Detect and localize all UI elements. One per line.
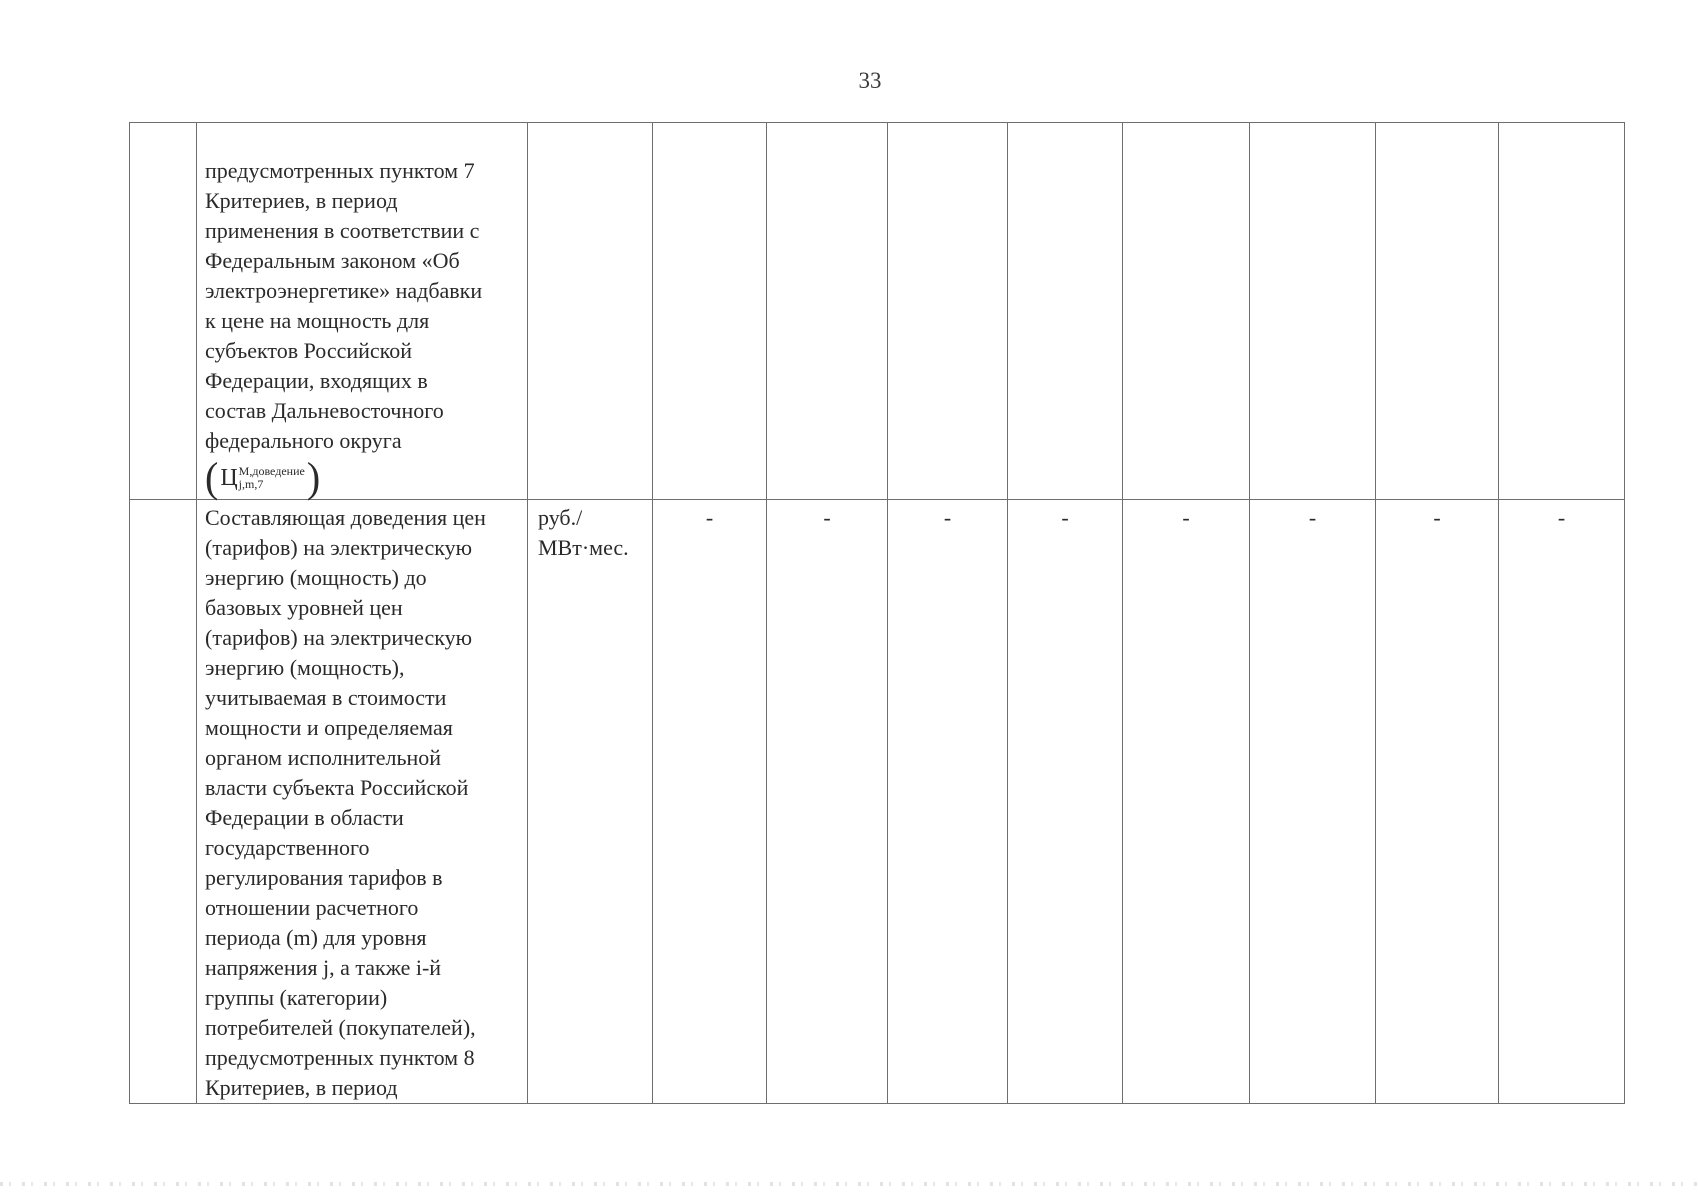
row-number-cell	[130, 500, 197, 1104]
value-cell: -	[653, 500, 767, 1104]
row-number-cell	[130, 123, 197, 500]
value-cell	[653, 123, 767, 500]
formula-subscript: j,m,7	[238, 477, 264, 491]
data-table	[129, 122, 1625, 1104]
value-cell	[1499, 123, 1625, 500]
value-cell: -	[888, 500, 1008, 1104]
value-cell	[767, 123, 888, 500]
value-cell: -	[1008, 500, 1123, 1104]
value-cell: -	[1376, 500, 1499, 1104]
unit-cell	[528, 123, 653, 500]
formula-indices	[239, 465, 305, 491]
value-cell: -	[1499, 500, 1625, 1104]
unit-cell: руб./ МВт·мес.	[528, 500, 653, 1104]
formula-close-paren: )	[306, 453, 321, 502]
table-row	[130, 500, 1625, 1104]
value-cell: -	[1250, 500, 1376, 1104]
description-cell: Составляющая доведения цен (тарифов) на электрическую энергию (мощность) до базовых уровней цен (тарифов) на электрическую энергию (мощность), учитываемая в стоимости мощности и определяемая органом исполнительной власти субъекта Российской Федерации в области государственного регулирования тарифов в отношении расчетного периода (m) для уровня напряжения j, а также i-й группы (категории) потребителей (покупателей), предусмотренных пунктом 8 Критериев, в период	[197, 500, 528, 1104]
value-cell: -	[767, 500, 888, 1104]
scan-artifact-line	[0, 1182, 1698, 1186]
value-cell	[1123, 123, 1250, 500]
value-cell	[1250, 123, 1376, 500]
value-cell	[888, 123, 1008, 500]
formula-superscript: М,доведение	[238, 464, 305, 478]
value-cell	[1376, 123, 1499, 500]
formula	[205, 453, 321, 502]
table-row	[130, 123, 1625, 500]
formula-symbol: Ц	[220, 465, 238, 491]
formula-open-paren: (	[205, 453, 219, 502]
value-cell	[1008, 123, 1123, 500]
page-number: 33	[858, 68, 882, 93]
value-cell: -	[1123, 500, 1250, 1104]
description-text: предусмотренных пунктом 7 Критериев, в период применения в соответствии с Федеральным законом «Об электроэнергетике» надбавки к цене на мощность для субъектов Российской Федерации, входящих в состав Дальневосточного федерального округа	[205, 158, 483, 453]
formula-body	[220, 463, 304, 493]
description-cell	[197, 123, 528, 500]
